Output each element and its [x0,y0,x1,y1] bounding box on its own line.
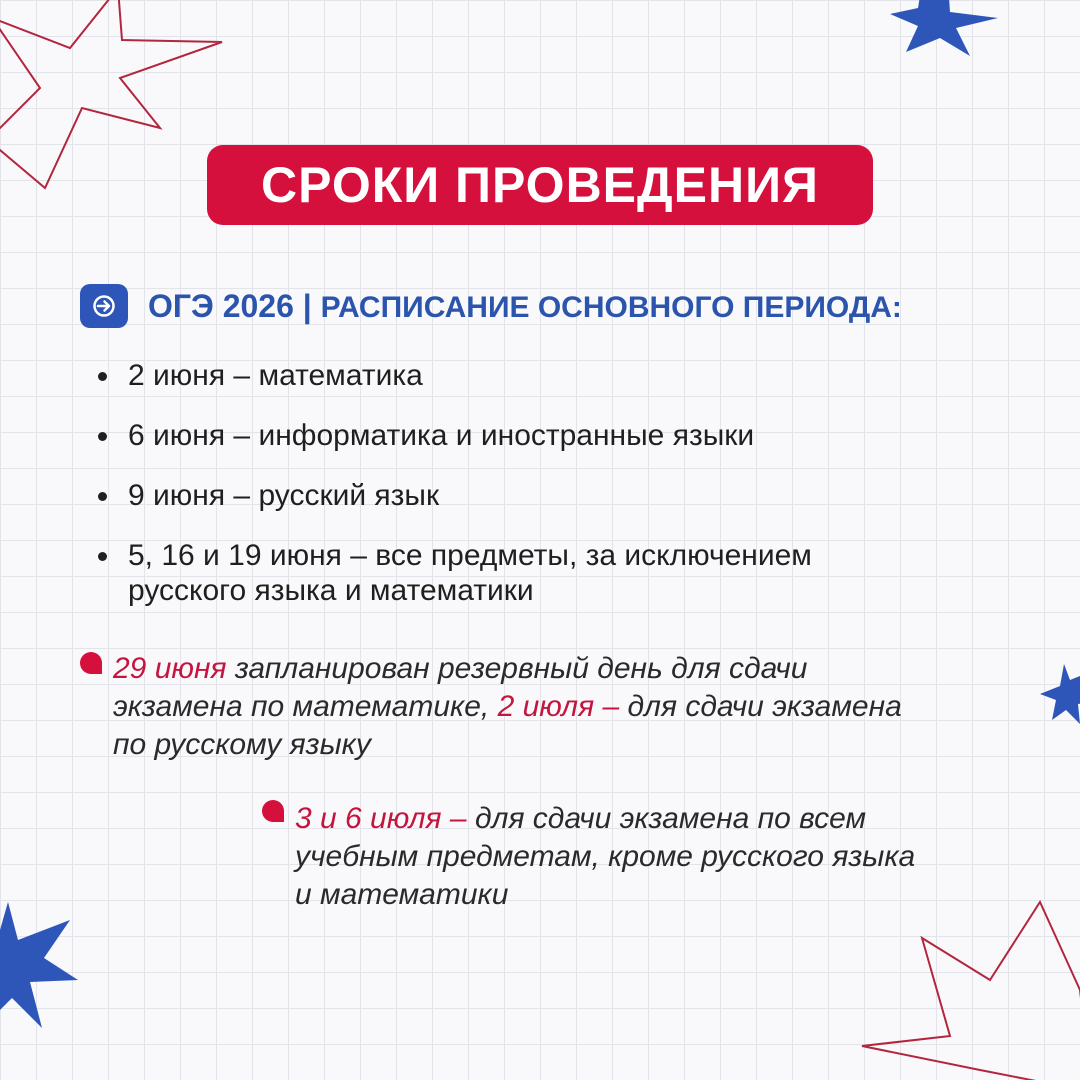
subtitle-exam: ОГЭ 2026 [148,287,294,324]
star-outline-bottom-right-icon [862,902,1080,1080]
reserve-note-2-line1 [295,800,915,838]
page-title: СРОКИ ПРОВЕДЕНИЯ [261,157,819,213]
list-item-text: 6 июня – информатика и иностранные языки [128,419,755,452]
list-item [128,358,423,393]
reserve-note-line3: по русскому языку [113,728,371,761]
list-item [128,418,754,453]
reserve-note [113,650,902,764]
star-blue-top-right-icon [890,0,998,56]
reserve-date-math: 29 июня [113,652,227,685]
reserve-note-2 [295,800,915,914]
star-blue-bottom-left-icon [0,902,78,1030]
reserve-note-text: экзамена по математике, [113,690,498,723]
reserve-note-text: для сдачи экзамена [619,690,902,723]
note-marker-icon [262,800,284,822]
list-item [128,538,812,608]
reserve-note-2-line2: учебным предметам, кроме русского языка [295,840,916,873]
reserve-note-line1 [113,650,902,688]
subtitle-text: РАСПИСАНИЕ ОСНОВНОГО ПЕРИОДА: [320,290,902,324]
reserve-note-text: запланирован резервный день для сдачи [226,652,808,685]
list-item [128,478,439,513]
list-item-text: 5, 16 и 19 июня – все предметы, за исключением [128,539,812,572]
reserve-date-russian: 2 июля – [497,690,620,723]
star-blue-right-icon [1040,664,1080,724]
note-marker-icon [80,652,102,674]
arrow-right-icon [80,284,128,328]
reserve-note-line2 [113,688,902,726]
subtitle-separator: | [293,287,321,324]
reserve-note-2-text: для сдачи экзамена по всем [466,802,867,835]
list-item-text: 9 июня – русский язык [128,479,440,512]
subtitle-row [80,283,902,329]
star-outline-top-left-icon [0,0,222,188]
list-item-text-continued: русского языка и математики [128,574,534,607]
title-badge [207,145,873,225]
reserve-date-other: 3 и 6 июля – [295,802,467,835]
reserve-note-2-line3: и математики [295,878,509,911]
subtitle [148,288,902,325]
list-item-text: 2 июня – математика [128,359,423,392]
